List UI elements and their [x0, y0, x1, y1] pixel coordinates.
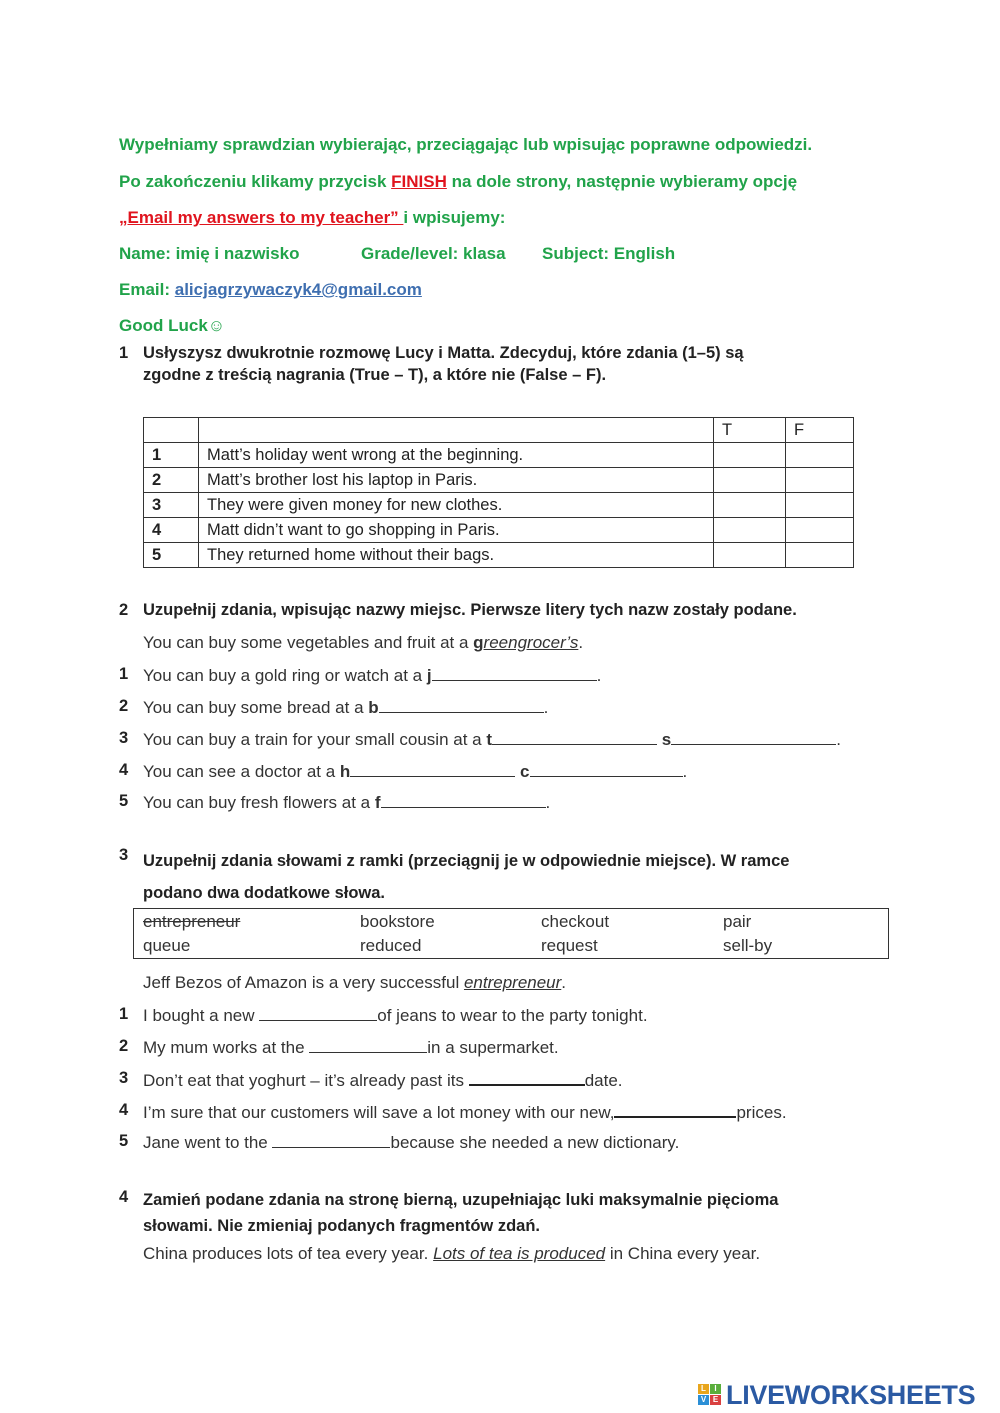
- true-answer-cell[interactable]: [714, 443, 786, 468]
- answer-blank[interactable]: [379, 697, 544, 713]
- instruction-text: Zamień podane zdania na stronę bierną, uzupełniając luki maksymalnie pięcioma: [143, 1191, 779, 1209]
- drop-zone[interactable]: [272, 1132, 390, 1148]
- instruction-text: Po zakończeniu klikamy przycisk: [119, 172, 392, 191]
- true-false-table: [143, 417, 854, 568]
- first-letter: t: [486, 730, 493, 749]
- drop-zone[interactable]: [259, 1005, 377, 1021]
- sentence-text: .: [836, 730, 841, 749]
- col-true-header: T: [714, 418, 786, 443]
- exercise-3-item: [143, 1005, 648, 1026]
- logo-block: I: [710, 1384, 721, 1394]
- item-number: 4: [119, 1101, 129, 1119]
- sentence-text: You can buy some bread at a: [143, 698, 369, 717]
- drop-zone[interactable]: [614, 1101, 736, 1118]
- finish-keyword: FINISH: [391, 172, 447, 191]
- row-number: 2: [144, 468, 199, 493]
- word-bank-item[interactable]: bookstore: [360, 912, 435, 931]
- sentence-text: You can buy fresh flowers at a: [143, 793, 375, 812]
- first-letter: b: [368, 698, 379, 717]
- sentence-text: in China every year.: [605, 1244, 761, 1263]
- email-option-label: „Email my answers to my teacher”: [119, 208, 404, 227]
- exercise-3-item: [143, 1132, 679, 1153]
- item-number: 4: [119, 761, 129, 779]
- exercise-3-example: [143, 973, 566, 993]
- example-answer: Lots of tea is produced: [433, 1244, 606, 1263]
- sentence-text: I’m sure that our customers will save a lot money with our new,: [143, 1103, 615, 1122]
- sentence-text: You can buy a gold ring or watch at a: [143, 666, 427, 685]
- answer-blank[interactable]: [492, 729, 657, 745]
- item-number: 3: [119, 1069, 129, 1087]
- first-letter: f: [374, 793, 381, 812]
- exercise-2-item: [143, 665, 601, 686]
- instruction-line-2: [119, 172, 797, 192]
- sentence-text: because she needed a new dictionary.: [390, 1133, 680, 1152]
- word-bank-item[interactable]: checkout: [541, 912, 610, 931]
- exercise-4-number: 4: [119, 1188, 129, 1206]
- exercise-1-number: 1: [119, 344, 129, 362]
- statement: They were given money for new clothes.: [199, 493, 714, 518]
- sentence-text: of jeans to wear to the party tonight.: [377, 1006, 648, 1025]
- liveworksheets-logo-icon: [698, 1384, 722, 1406]
- sentence-text: I bought a new: [143, 1006, 260, 1025]
- logo-block: L: [698, 1384, 709, 1394]
- exercise-2-example: [143, 633, 583, 653]
- row-number: 5: [144, 543, 199, 568]
- instruction-text: na dole strony, następnie wybieramy opcję: [446, 172, 798, 191]
- instruction-text: zgodne z treścią nagrania (True – T), a które nie (False – F).: [143, 366, 607, 384]
- exercise-3-number: 3: [119, 846, 129, 864]
- word-bank: [133, 908, 889, 959]
- exercise-1-instruction: [143, 342, 744, 386]
- exercise-2-item: [143, 761, 687, 782]
- table-row: [144, 518, 854, 543]
- word-bank-item-used: entrepreneur: [143, 912, 241, 931]
- true-answer-cell[interactable]: [714, 493, 786, 518]
- false-answer-cell[interactable]: [786, 518, 854, 543]
- table-cell: [199, 418, 714, 443]
- row-number: 1: [144, 443, 199, 468]
- sentence-text: .: [578, 633, 584, 652]
- sentence-text: .: [596, 666, 602, 685]
- sentence-text: Jane went to the: [143, 1133, 273, 1152]
- instruction-line-1: Wypełniamy sprawdzian wybierając, przeciągając lub wpisując poprawne odpowiedzi.: [119, 135, 813, 154]
- answer-blank[interactable]: [671, 729, 836, 745]
- statement: Matt didn’t want to go shopping in Paris.: [199, 518, 714, 543]
- false-answer-cell[interactable]: [786, 493, 854, 518]
- logo-block: V: [698, 1395, 709, 1405]
- exercise-3-item: [143, 1101, 787, 1123]
- exercise-3-item: [143, 1037, 559, 1058]
- subject-label: Subject: English: [542, 244, 676, 263]
- table-row: [144, 468, 854, 493]
- item-number: 5: [119, 792, 129, 810]
- table-row: [144, 543, 854, 568]
- answer-blank[interactable]: [530, 761, 683, 777]
- true-answer-cell[interactable]: [714, 518, 786, 543]
- sentence-text: in a supermarket.: [427, 1038, 559, 1057]
- sentence-text: You can buy a train for your small cousin at a: [143, 730, 487, 749]
- item-number: 1: [119, 665, 129, 683]
- liveworksheets-logo[interactable]: LIVEWORKSHEETS: [726, 1380, 976, 1410]
- drop-zone[interactable]: [309, 1037, 427, 1053]
- email-label: Email:: [119, 280, 175, 299]
- email-line: [119, 280, 422, 300]
- logo-block: E: [710, 1395, 721, 1405]
- example-answer: entrepreneur: [463, 973, 562, 992]
- item-number: 3: [119, 729, 129, 747]
- sentence-text: .: [543, 698, 549, 717]
- instruction-text: słowami. Nie zmieniaj podanych fragmentów zdań.: [143, 1217, 540, 1235]
- sentence-text: prices.: [736, 1103, 787, 1122]
- statement: Matt’s brother lost his laptop in Paris.: [199, 468, 714, 493]
- statement: They returned home without their bags.: [199, 543, 714, 568]
- exercise-3-instruction: [143, 845, 789, 909]
- first-letter: s: [661, 730, 672, 749]
- sentence-text: .: [545, 793, 551, 812]
- row-number: 4: [144, 518, 199, 543]
- item-number: 5: [119, 1132, 129, 1150]
- true-answer-cell[interactable]: [714, 468, 786, 493]
- sentence-text: Don’t eat that yoghurt – it’s already past its: [143, 1071, 469, 1090]
- exercise-2-item: [143, 697, 548, 718]
- table-row: [144, 493, 854, 518]
- exercise-3-item: [143, 1069, 623, 1091]
- row-number: 3: [144, 493, 199, 518]
- sentence-text: Jeff Bezos of Amazon is a very successful: [143, 973, 464, 992]
- answer-blank[interactable]: [432, 665, 597, 681]
- item-number: 1: [119, 1005, 129, 1023]
- sentence-text: You can see a doctor at a: [143, 762, 340, 781]
- table-row: [144, 443, 854, 468]
- instruction-text: i wpisujemy:: [403, 208, 506, 227]
- exercise-2-instruction: Uzupełnij zdania, wpisując nazwy miejsc. Pierwsze litery tych nazw zostały podane.: [143, 601, 797, 619]
- example-answer: reengrocer’s: [483, 633, 579, 652]
- word-bank-item[interactable]: reduced: [360, 936, 422, 955]
- instruction-text: podano dwa dodatkowe słowa.: [143, 884, 386, 902]
- sentence-text: .: [682, 762, 688, 781]
- drop-zone[interactable]: [469, 1069, 585, 1086]
- word-bank-item[interactable]: sell-by: [723, 936, 773, 955]
- name-label: Name: imię i nazwisko: [119, 244, 300, 263]
- answer-blank[interactable]: [350, 761, 515, 777]
- sentence-text: You can buy some vegetables and fruit at a: [143, 633, 474, 652]
- item-number: 2: [119, 1037, 129, 1055]
- item-number: 2: [119, 697, 129, 715]
- true-answer-cell[interactable]: [714, 543, 786, 568]
- sentence-text: date.: [584, 1071, 623, 1090]
- sentence-text: China produces lots of tea every year.: [143, 1244, 434, 1263]
- exercise-2-item: [143, 792, 550, 813]
- table-header-row: [144, 418, 854, 443]
- instruction-line-3: [119, 208, 505, 228]
- word-bank-item[interactable]: pair: [723, 912, 752, 931]
- table-cell: [144, 418, 199, 443]
- first-letter: c: [520, 762, 530, 781]
- exercise-2-item: [143, 729, 841, 750]
- email-link[interactable]: alicjagrzywaczyk4@gmail.com: [174, 280, 422, 299]
- first-letter: g: [473, 633, 484, 652]
- word-bank-item[interactable]: request: [541, 936, 598, 955]
- exercise-2-number: 2: [119, 601, 129, 619]
- false-answer-cell[interactable]: [786, 543, 854, 568]
- col-false-header: F: [786, 418, 854, 443]
- instruction-text: Uzupełnij zdania słowami z ramki (przeciągnij je w odpowiednie miejsce). W ramce: [143, 852, 790, 870]
- statement: Matt’s holiday went wrong at the beginning.: [199, 443, 714, 468]
- grade-label: Grade/level: klasa: [361, 244, 506, 263]
- instruction-text: Usłyszysz dwukrotnie rozmowę Lucy i Matta. Zdecyduj, które zdania (1–5) są: [143, 344, 744, 362]
- answer-blank[interactable]: [381, 792, 546, 808]
- false-answer-cell[interactable]: [786, 468, 854, 493]
- exercise-4-example: [143, 1244, 760, 1264]
- sentence-text: My mum works at the: [143, 1038, 310, 1057]
- false-answer-cell[interactable]: [786, 443, 854, 468]
- sentence-text: .: [561, 973, 567, 992]
- good-luck: Good Luck☺: [119, 316, 226, 335]
- word-bank-item[interactable]: queue: [143, 936, 191, 955]
- first-letter: h: [339, 762, 351, 781]
- first-letter: j: [426, 666, 432, 685]
- exercise-4-instruction: [143, 1187, 778, 1239]
